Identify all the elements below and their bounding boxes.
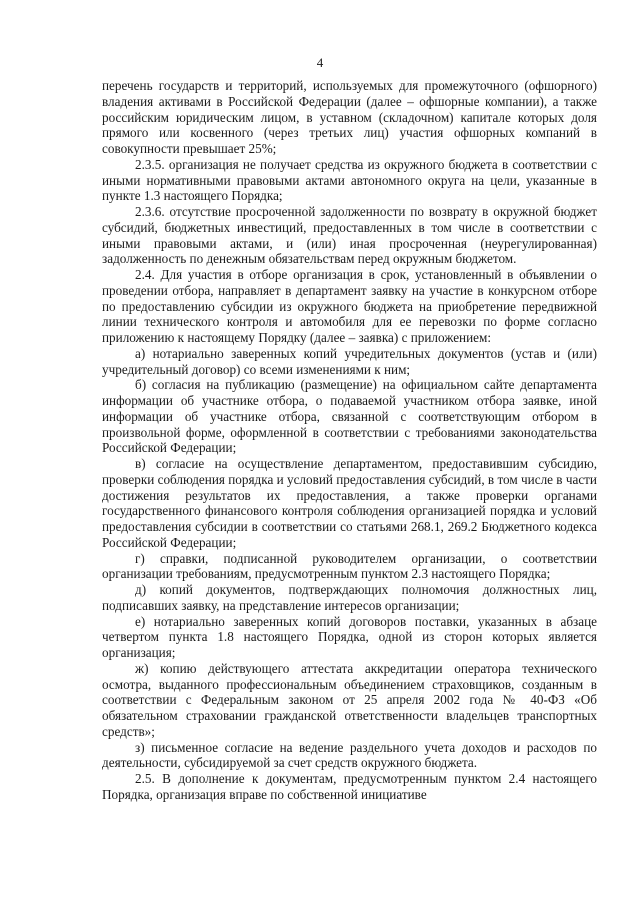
paragraph-2-4: 2.4. Для участия в отборе организация в срок, установленный в объявлении о проведении отбора, направляет в департамент заявку на участие в конкурсном отборе по предоставлению субсидии из окружного бюджета на приобретение передвижной линии технического контроля и автомобиля для ее перевозки по форме согласно приложению к настоящему Порядку (далее – заявка) с приложением: — [102, 267, 597, 345]
list-item-z: з) письменное согласие на ведение раздельного учета доходов и расходов по деятельности, субсидируемой за счет средств окружного бюджета. — [102, 739, 597, 771]
list-item-b: б) согласия на публикацию (размещение) на официальном сайте департамента информации об участнике отбора, о подаваемой участником отбора заявке, иной информации об участнике отбора, связанной с соответствующим отбором в произвольной форме, оформленной в соответствии с требованиями законодательства Российской Федерации; — [102, 377, 597, 456]
list-item-d: д) копий документов, подтверждающих полномочия должностных лиц, подписавших заявку, на представление интересов организации; — [102, 582, 597, 613]
paragraph-2-5: 2.5. В дополнение к документам, предусмотренным пунктом 2.4 настоящего Порядка, организация вправе по собственной инициативе — [102, 771, 597, 802]
document-body — [102, 78, 597, 803]
list-item-zh: ж) копию действующего аттестата аккредитации оператора технического осмотра, выданного профессиональным объединением страховщиков, созданным в соответствии с Федеральным законом от 25 апреля 2002 года № 40-ФЗ «Об обязательном страховании гражданской ответственности владельцев транспортных средств»; — [102, 660, 597, 739]
page-number: 4 — [316, 55, 324, 70]
paragraph-offshore-list: перечень государств и территорий, используемых для промежуточного (офшорного) владения активами в Российской Федерации (далее – офшорные компании), а также российским юридическим лицом, в уставном (складочном) капитале которых доля прямого или косвенного (через третьих лиц) участия офшорных компаний в совокупности превышает 25%; — [102, 78, 597, 156]
paragraph-2-3-6: 2.3.6. отсутствие просроченной задолженности по возврату в окружной бюджет субсидий, бюджетных инвестиций, предоставленных в том числе в соответствии с иными правовыми актами, и (или) иная просроченная (неурегулированная) задолженность по денежным обязательствам перед окружным бюджетом. — [102, 204, 597, 267]
list-item-a: а) нотариально заверенных копий учредительных документов (устав и (или) учредительный договор) со всеми изменениями к ним; — [102, 345, 597, 377]
paragraph-2-3-5: 2.3.5. организация не получает средства из окружного бюджета в соответствии с иными нормативными правовыми актами автономного округа на цели, указанные в пункте 1.3 настоящего Порядка; — [102, 156, 597, 204]
list-item-v: в) согласие на осуществление департаментом, предоставившим субсидию, проверки соблюдения порядка и условий предоставления субсидий, в том числе в части достижения результатов их предоставления, а также проверки органами государственного финансового контроля соблюдения организацией порядка и условий предоставления субсидии в соответствии со статьями 268.1, 269.2 Бюджетного кодекса Российской Федерации; — [102, 456, 597, 550]
list-item-g: г) справки, подписанной руководителем организации, о соответствии организации требованиям, предусмотренным пунктом 2.3 настоящего Порядка; — [102, 550, 597, 582]
list-item-e: е) нотариально заверенных копий договоров поставки, указанных в абзаце четвертом пункта 1.8 настоящего Порядка, одной из сторон которых является организация; — [102, 613, 597, 660]
